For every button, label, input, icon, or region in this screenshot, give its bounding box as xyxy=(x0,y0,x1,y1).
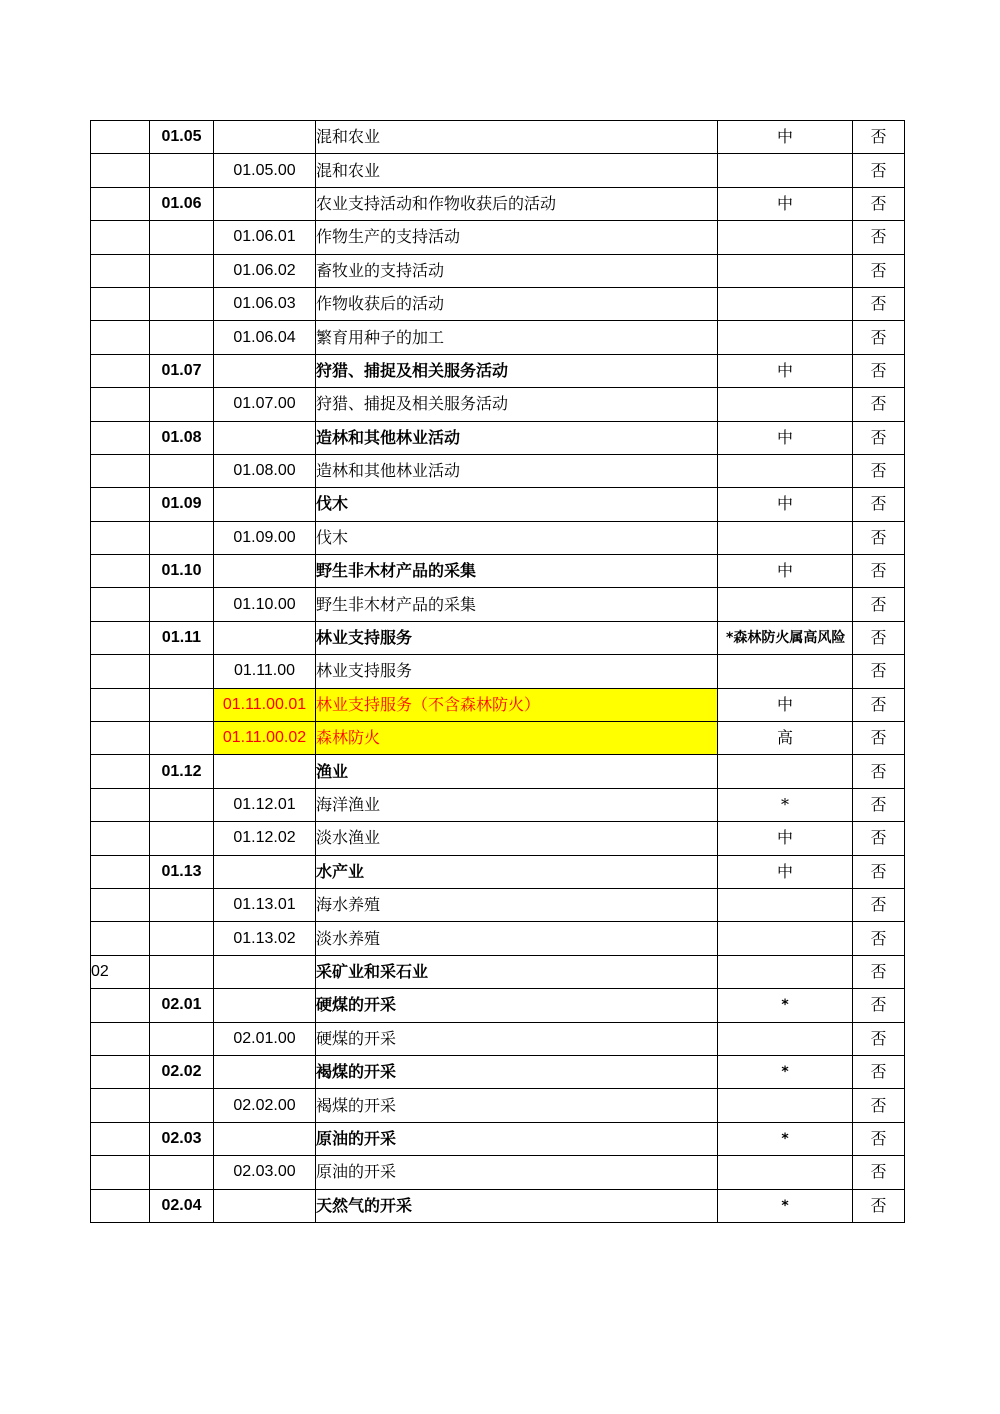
risk-level-cell: 中 xyxy=(718,555,853,588)
division-code-cell xyxy=(150,788,214,821)
category-code-cell xyxy=(91,1122,150,1155)
yes-no-cell: 否 xyxy=(853,788,905,821)
activity-name-cell: 天然气的开采 xyxy=(316,1189,718,1222)
table-row xyxy=(91,588,905,621)
category-code-cell xyxy=(91,1022,150,1055)
division-code-cell xyxy=(150,922,214,955)
activity-name-cell: 原油的开采 xyxy=(316,1156,718,1189)
division-code-cell: 02.03 xyxy=(150,1122,214,1155)
class-code-cell: 01.10.00 xyxy=(214,588,316,621)
division-code-cell: 01.11 xyxy=(150,621,214,654)
class-code-cell: 01.06.04 xyxy=(214,321,316,354)
division-code-cell xyxy=(150,822,214,855)
class-code-cell: 01.13.01 xyxy=(214,888,316,921)
category-code-cell xyxy=(91,121,150,154)
category-code-cell xyxy=(91,822,150,855)
yes-no-cell: 否 xyxy=(853,254,905,287)
yes-no-cell: 否 xyxy=(853,855,905,888)
category-code-cell xyxy=(91,388,150,421)
activity-name-cell: 硬煤的开采 xyxy=(316,989,718,1022)
division-code-cell xyxy=(150,655,214,688)
class-code-cell xyxy=(214,855,316,888)
risk-level-cell xyxy=(718,1089,853,1122)
table-row xyxy=(91,1189,905,1222)
category-code-cell xyxy=(91,321,150,354)
yes-no-cell: 否 xyxy=(853,555,905,588)
division-code-cell: 01.09 xyxy=(150,488,214,521)
table-row xyxy=(91,822,905,855)
table-row xyxy=(91,221,905,254)
activity-name-cell: 淡水渔业 xyxy=(316,822,718,855)
class-code-cell: 01.06.02 xyxy=(214,254,316,287)
yes-no-cell: 否 xyxy=(853,1122,905,1155)
category-code-cell xyxy=(91,221,150,254)
category-code-cell xyxy=(91,655,150,688)
division-code-cell xyxy=(150,1022,214,1055)
activity-name-cell: 野生非木材产品的采集 xyxy=(316,588,718,621)
table-row xyxy=(91,121,905,154)
table-row xyxy=(91,521,905,554)
category-code-cell xyxy=(91,989,150,1022)
class-code-cell: 01.13.02 xyxy=(214,922,316,955)
table-row xyxy=(91,187,905,220)
table-row xyxy=(91,621,905,654)
yes-no-cell: 否 xyxy=(853,488,905,521)
table-row xyxy=(91,1156,905,1189)
risk-level-cell xyxy=(718,388,853,421)
class-code-cell xyxy=(214,421,316,454)
yes-no-cell: 否 xyxy=(853,755,905,788)
yes-no-cell: 否 xyxy=(853,321,905,354)
table-row xyxy=(91,888,905,921)
class-code-cell xyxy=(214,989,316,1022)
category-code-cell xyxy=(91,855,150,888)
division-code-cell xyxy=(150,254,214,287)
yes-no-cell: 否 xyxy=(853,588,905,621)
activity-name-cell: 野生非木材产品的采集 xyxy=(316,555,718,588)
yes-no-cell: 否 xyxy=(853,989,905,1022)
activity-name-cell: 林业支持服务 xyxy=(316,621,718,654)
division-code-cell xyxy=(150,221,214,254)
class-code-cell xyxy=(214,121,316,154)
yes-no-cell: 否 xyxy=(853,287,905,320)
class-code-cell: 01.11.00.01 xyxy=(214,688,316,721)
yes-no-cell: 否 xyxy=(853,1156,905,1189)
division-code-cell xyxy=(150,722,214,755)
category-code-cell xyxy=(91,555,150,588)
division-code-cell xyxy=(150,1089,214,1122)
class-code-cell xyxy=(214,555,316,588)
division-code-cell: 02.01 xyxy=(150,989,214,1022)
table-row xyxy=(91,321,905,354)
activity-name-cell: 混和农业 xyxy=(316,121,718,154)
class-code-cell: 02.03.00 xyxy=(214,1156,316,1189)
yes-no-cell: 否 xyxy=(853,354,905,387)
category-code-cell xyxy=(91,354,150,387)
category-code-cell xyxy=(91,621,150,654)
category-code-cell xyxy=(91,688,150,721)
yes-no-cell: 否 xyxy=(853,221,905,254)
yes-no-cell: 否 xyxy=(853,1189,905,1222)
activity-name-cell: 作物收获后的活动 xyxy=(316,287,718,320)
risk-level-cell: 中 xyxy=(718,855,853,888)
category-code-cell xyxy=(91,287,150,320)
division-code-cell xyxy=(150,1156,214,1189)
activity-name-cell: 狩猎、捕捉及相关服务活动 xyxy=(316,388,718,421)
table-row xyxy=(91,1089,905,1122)
risk-level-cell: 高 xyxy=(718,722,853,755)
class-code-cell: 01.07.00 xyxy=(214,388,316,421)
table-row xyxy=(91,655,905,688)
category-code-cell xyxy=(91,154,150,187)
table-row xyxy=(91,922,905,955)
category-code-cell xyxy=(91,488,150,521)
category-code-cell xyxy=(91,1089,150,1122)
yes-no-cell: 否 xyxy=(853,388,905,421)
yes-no-cell: 否 xyxy=(853,421,905,454)
risk-level-cell xyxy=(718,154,853,187)
category-code-cell xyxy=(91,521,150,554)
activity-name-cell: 淡水养殖 xyxy=(316,922,718,955)
table-row xyxy=(91,154,905,187)
division-code-cell: 01.08 xyxy=(150,421,214,454)
category-code-cell xyxy=(91,755,150,788)
category-code-cell xyxy=(91,788,150,821)
activity-name-cell: 畜牧业的支持活动 xyxy=(316,254,718,287)
risk-level-cell xyxy=(718,922,853,955)
yes-no-cell: 否 xyxy=(853,1055,905,1088)
table-row xyxy=(91,254,905,287)
table-row xyxy=(91,388,905,421)
yes-no-cell: 否 xyxy=(853,454,905,487)
class-code-cell: 01.05.00 xyxy=(214,154,316,187)
risk-level-cell xyxy=(718,254,853,287)
yes-no-cell: 否 xyxy=(853,521,905,554)
table-body xyxy=(91,121,905,1223)
category-code-cell xyxy=(91,722,150,755)
division-code-cell: 01.06 xyxy=(150,187,214,220)
table-row xyxy=(91,989,905,1022)
table-row xyxy=(91,688,905,721)
class-code-cell: 01.08.00 xyxy=(214,454,316,487)
class-code-cell: 01.09.00 xyxy=(214,521,316,554)
activity-name-cell: 林业支持服务（不含森林防火） xyxy=(316,688,718,721)
activity-name-cell: 褐煤的开采 xyxy=(316,1055,718,1088)
activity-name-cell: 农业支持活动和作物收获后的活动 xyxy=(316,187,718,220)
class-code-cell: 01.12.01 xyxy=(214,788,316,821)
division-code-cell xyxy=(150,955,214,988)
division-code-cell xyxy=(150,287,214,320)
table-row xyxy=(91,488,905,521)
risk-level-cell xyxy=(718,655,853,688)
activity-name-cell: 造林和其他林业活动 xyxy=(316,421,718,454)
class-code-cell xyxy=(214,187,316,220)
yes-no-cell: 否 xyxy=(853,1022,905,1055)
yes-no-cell: 否 xyxy=(853,1089,905,1122)
activity-name-cell: 渔业 xyxy=(316,755,718,788)
division-code-cell xyxy=(150,588,214,621)
risk-level-cell xyxy=(718,588,853,621)
activity-name-cell: 水产业 xyxy=(316,855,718,888)
risk-level-cell: 中 xyxy=(718,822,853,855)
division-code-cell xyxy=(150,454,214,487)
yes-no-cell: 否 xyxy=(853,722,905,755)
category-code-cell xyxy=(91,922,150,955)
risk-level-cell xyxy=(718,221,853,254)
risk-level-cell: 中 xyxy=(718,354,853,387)
category-code-cell xyxy=(91,588,150,621)
table-row xyxy=(91,555,905,588)
risk-level-cell xyxy=(718,454,853,487)
risk-level-cell xyxy=(718,888,853,921)
class-code-cell xyxy=(214,1189,316,1222)
division-code-cell: 01.13 xyxy=(150,855,214,888)
table-row xyxy=(91,454,905,487)
category-code-cell xyxy=(91,1156,150,1189)
activity-name-cell: 硬煤的开采 xyxy=(316,1022,718,1055)
risk-level-cell: 中 xyxy=(718,121,853,154)
division-code-cell xyxy=(150,521,214,554)
risk-level-cell xyxy=(718,955,853,988)
risk-level-cell: 中 xyxy=(718,688,853,721)
class-code-cell: 02.02.00 xyxy=(214,1089,316,1122)
category-code-cell xyxy=(91,1189,150,1222)
division-code-cell xyxy=(150,688,214,721)
yes-no-cell: 否 xyxy=(853,655,905,688)
activity-name-cell: 采矿业和采石业 xyxy=(316,955,718,988)
table-row xyxy=(91,1122,905,1155)
table-row xyxy=(91,1022,905,1055)
class-code-cell: 01.11.00.02 xyxy=(214,722,316,755)
class-code-cell: 02.01.00 xyxy=(214,1022,316,1055)
activity-name-cell: 海水养殖 xyxy=(316,888,718,921)
class-code-cell: 01.06.01 xyxy=(214,221,316,254)
activity-name-cell: 混和农业 xyxy=(316,154,718,187)
risk-level-cell: *森林防火属高风险 xyxy=(718,621,853,654)
table-row xyxy=(91,788,905,821)
division-code-cell xyxy=(150,388,214,421)
yes-no-cell: 否 xyxy=(853,688,905,721)
activity-name-cell: 作物生产的支持活动 xyxy=(316,221,718,254)
division-code-cell: 01.07 xyxy=(150,354,214,387)
division-code-cell xyxy=(150,321,214,354)
activity-name-cell: 造林和其他林业活动 xyxy=(316,454,718,487)
activity-name-cell: 海洋渔业 xyxy=(316,788,718,821)
category-code-cell xyxy=(91,454,150,487)
industry-risk-table xyxy=(90,120,905,1223)
class-code-cell xyxy=(214,354,316,387)
category-code-cell xyxy=(91,254,150,287)
risk-level-cell: * xyxy=(718,788,853,821)
category-code-cell: 02 xyxy=(91,955,150,988)
risk-level-cell xyxy=(718,287,853,320)
class-code-cell xyxy=(214,1055,316,1088)
yes-no-cell: 否 xyxy=(853,121,905,154)
table-row xyxy=(91,855,905,888)
activity-name-cell: 森林防火 xyxy=(316,722,718,755)
activity-name-cell: 林业支持服务 xyxy=(316,655,718,688)
division-code-cell: 01.10 xyxy=(150,555,214,588)
yes-no-cell: 否 xyxy=(853,822,905,855)
table-row xyxy=(91,354,905,387)
division-code-cell: 02.02 xyxy=(150,1055,214,1088)
risk-level-cell: * xyxy=(718,989,853,1022)
activity-name-cell: 繁育用种子的加工 xyxy=(316,321,718,354)
class-code-cell: 01.12.02 xyxy=(214,822,316,855)
activity-name-cell: 伐木 xyxy=(316,521,718,554)
risk-level-cell xyxy=(718,755,853,788)
risk-level-cell: 中 xyxy=(718,187,853,220)
risk-level-cell: * xyxy=(718,1055,853,1088)
table-row xyxy=(91,722,905,755)
risk-level-cell: * xyxy=(718,1122,853,1155)
risk-level-cell xyxy=(718,1022,853,1055)
class-code-cell: 01.06.03 xyxy=(214,287,316,320)
risk-level-cell xyxy=(718,321,853,354)
class-code-cell xyxy=(214,755,316,788)
class-code-cell: 01.11.00 xyxy=(214,655,316,688)
yes-no-cell: 否 xyxy=(853,154,905,187)
risk-level-cell xyxy=(718,521,853,554)
class-code-cell xyxy=(214,488,316,521)
risk-level-cell: * xyxy=(718,1189,853,1222)
table-row xyxy=(91,955,905,988)
category-code-cell xyxy=(91,187,150,220)
table-row xyxy=(91,755,905,788)
class-code-cell xyxy=(214,621,316,654)
yes-no-cell: 否 xyxy=(853,955,905,988)
category-code-cell xyxy=(91,421,150,454)
activity-name-cell: 伐木 xyxy=(316,488,718,521)
risk-level-cell: 中 xyxy=(718,421,853,454)
yes-no-cell: 否 xyxy=(853,187,905,220)
class-code-cell xyxy=(214,1122,316,1155)
risk-level-cell xyxy=(718,1156,853,1189)
yes-no-cell: 否 xyxy=(853,888,905,921)
division-code-cell: 02.04 xyxy=(150,1189,214,1222)
risk-level-cell: 中 xyxy=(718,488,853,521)
yes-no-cell: 否 xyxy=(853,621,905,654)
division-code-cell xyxy=(150,154,214,187)
activity-name-cell: 狩猎、捕捉及相关服务活动 xyxy=(316,354,718,387)
table-row xyxy=(91,287,905,320)
yes-no-cell: 否 xyxy=(853,922,905,955)
class-code-cell xyxy=(214,955,316,988)
activity-name-cell: 褐煤的开采 xyxy=(316,1089,718,1122)
division-code-cell: 01.05 xyxy=(150,121,214,154)
table-row xyxy=(91,421,905,454)
activity-name-cell: 原油的开采 xyxy=(316,1122,718,1155)
category-code-cell xyxy=(91,888,150,921)
category-code-cell xyxy=(91,1055,150,1088)
table-row xyxy=(91,1055,905,1088)
division-code-cell xyxy=(150,888,214,921)
division-code-cell: 01.12 xyxy=(150,755,214,788)
